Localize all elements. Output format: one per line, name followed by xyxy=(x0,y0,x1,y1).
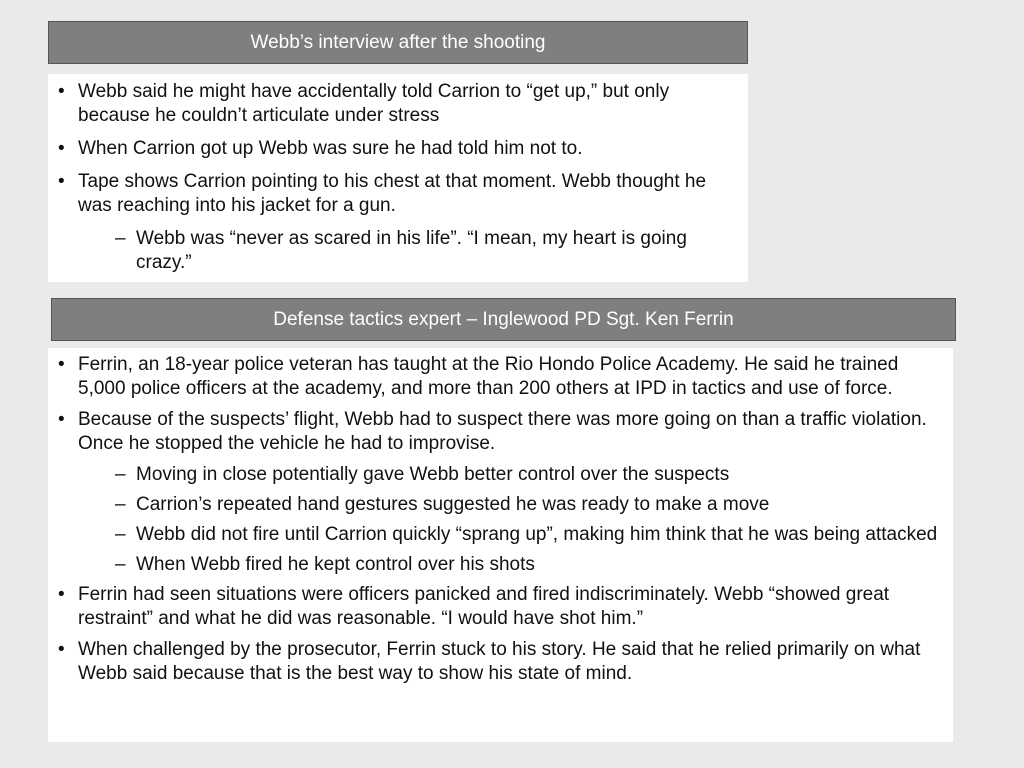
sub-list-item xyxy=(58,227,738,275)
list-item-text: Webb was “never as scared in his life”. “I mean, my heart is going crazy.” xyxy=(136,228,687,273)
list-item-text: When Carrion got up Webb was sure he had told him not to. xyxy=(78,138,583,159)
sub-list-item xyxy=(58,493,943,517)
list-item xyxy=(58,353,943,401)
defense-expert-bullet-list xyxy=(48,348,953,742)
list-item xyxy=(58,408,943,456)
list-item-text: When challenged by the prosecutor, Ferrin stuck to his story. He said that he relied primarily on what Webb said because that is the best way to show his state of mind. xyxy=(78,639,921,684)
list-item-text: Webb said he might have accidentally told Carrion to “get up,” but only because he couldn’t articulate under stress xyxy=(78,81,670,126)
list-item-text: Tape shows Carrion pointing to his chest at that moment. Webb thought he was reaching into his jacket for a gun. xyxy=(78,171,707,216)
list-item-text: Ferrin had seen situations were officers panicked and fired indiscriminately. Webb “showed great restraint” and what he did was reasonable. “I would have shot him.” xyxy=(78,584,890,629)
interview-bullet-list xyxy=(48,74,748,282)
list-item-text: Webb did not fire until Carrion quickly “sprang up”, making him think that he was being attacked xyxy=(136,524,938,545)
sub-list-item xyxy=(58,523,943,547)
list-item-text: Moving in close potentially gave Webb better control over the suspects xyxy=(136,464,730,485)
list-item-text: Ferrin, an 18-year police veteran has taught at the Rio Hondo Police Academy. He said he trained 5,000 police officers at the academy, and more than 200 others at IPD in tactics and use of force. xyxy=(78,354,899,399)
list-item-text: Because of the suspects’ flight, Webb had to suspect there was more going on than a traffic violation. Once he stopped the vehicle he had to improvise. xyxy=(78,409,927,454)
sub-list-item xyxy=(58,463,943,487)
bullet-marker: • xyxy=(58,639,65,660)
list-item-text: When Webb fired he kept control over his shots xyxy=(136,554,535,575)
dash-marker: – xyxy=(115,464,126,485)
section-title-interview xyxy=(48,21,748,64)
bullet-marker: • xyxy=(58,584,65,605)
section-title-text: Defense tactics expert – Inglewood PD Sgt. Ken Ferrin xyxy=(273,308,734,330)
dash-marker: – xyxy=(115,554,126,575)
list-item xyxy=(58,170,738,218)
sub-list-item xyxy=(58,553,943,577)
bullet-marker: • xyxy=(58,81,65,102)
dash-marker: – xyxy=(115,524,126,545)
dash-marker: – xyxy=(115,494,126,515)
list-item-text: Carrion’s repeated hand gestures suggested he was ready to make a move xyxy=(136,494,770,515)
dash-marker: – xyxy=(115,228,126,249)
list-item xyxy=(58,137,738,161)
bullet-marker: • xyxy=(58,138,65,159)
bullet-marker: • xyxy=(58,409,65,430)
list-item xyxy=(58,583,943,631)
list-item xyxy=(58,80,738,128)
section-title-text: Webb’s interview after the shooting xyxy=(250,31,546,53)
bullet-marker: • xyxy=(58,354,65,375)
list-item xyxy=(58,638,943,686)
bullet-marker: • xyxy=(58,171,65,192)
section-title-defense-expert xyxy=(51,298,956,341)
